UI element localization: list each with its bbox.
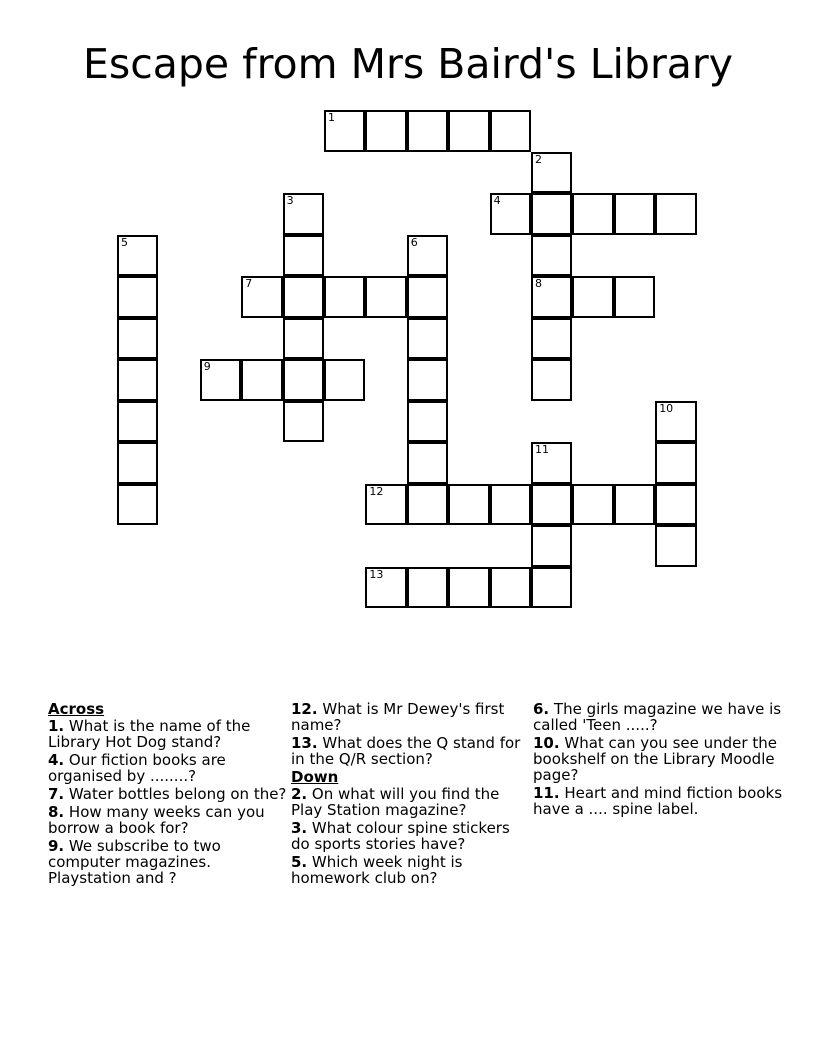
clue-number: 8. xyxy=(48,803,65,821)
grid-cell[interactable] xyxy=(407,567,448,609)
clue-text: Which week night is homework club on? xyxy=(291,853,463,887)
grid-cell[interactable] xyxy=(407,442,448,484)
clue-number: 1. xyxy=(48,717,65,735)
grid-cell[interactable] xyxy=(200,359,241,401)
clues-column-2 xyxy=(291,701,531,888)
cell-number: 4 xyxy=(493,194,501,207)
clue-text: Our fiction books are organised by ........? xyxy=(48,751,226,785)
clue-text: How many weeks can you borrow a book for? xyxy=(48,803,265,837)
clue-text: What does the Q stand for in the Q/R section? xyxy=(291,734,521,768)
clue-text: What is Mr Dewey's first name? xyxy=(291,700,505,734)
clue-text: What is the name of the Library Hot Dog stand? xyxy=(48,717,251,751)
clue xyxy=(48,804,288,836)
grid-cell[interactable] xyxy=(490,484,531,526)
grid-cell[interactable] xyxy=(283,318,324,360)
grid-cell[interactable] xyxy=(655,401,696,443)
grid-cell[interactable] xyxy=(324,359,365,401)
cell-number: 3 xyxy=(286,194,294,207)
grid-cell[interactable] xyxy=(614,276,655,318)
grid-cell[interactable] xyxy=(117,318,158,360)
cell-number: 7 xyxy=(245,277,253,290)
clue-number: 9. xyxy=(48,837,65,855)
grid-cell[interactable] xyxy=(117,442,158,484)
cell-number: 6 xyxy=(410,235,418,249)
clue-text: Water bottles belong on the? xyxy=(68,785,287,803)
clue-number: 10. xyxy=(533,734,560,752)
grid-cell[interactable] xyxy=(490,193,531,235)
grid-cell[interactable] xyxy=(283,193,324,235)
grid-cell[interactable] xyxy=(407,235,448,277)
clue-number: 5. xyxy=(291,853,308,871)
grid-cell[interactable] xyxy=(655,442,696,484)
across-heading: Across xyxy=(48,700,105,718)
grid-cell[interactable] xyxy=(531,276,572,318)
grid-cell[interactable] xyxy=(531,442,572,484)
grid-cell[interactable] xyxy=(117,235,158,277)
clue-number: 7. xyxy=(48,785,65,803)
grid-cell[interactable] xyxy=(531,484,572,526)
cell-number: 5 xyxy=(121,235,128,249)
grid-cell[interactable] xyxy=(448,567,489,609)
grid-cell[interactable] xyxy=(117,484,158,526)
grid-cell[interactable] xyxy=(365,276,406,318)
grid-cell[interactable] xyxy=(365,110,406,152)
grid-cell[interactable] xyxy=(531,525,572,567)
grid-cell[interactable] xyxy=(614,193,655,235)
clue-number: 2. xyxy=(291,785,308,803)
clue-text: On what will you find the Play Station magazine? xyxy=(291,785,500,819)
clue-number: 4. xyxy=(48,751,65,769)
grid-cell[interactable] xyxy=(655,525,696,567)
grid-cell[interactable] xyxy=(655,193,696,235)
puzzle-title: Escape from Mrs Baird's Library xyxy=(82,40,734,88)
clue xyxy=(48,718,288,750)
grid-cell[interactable] xyxy=(572,484,613,526)
grid-cell[interactable] xyxy=(241,359,282,401)
clue xyxy=(291,786,531,818)
clue xyxy=(48,786,288,802)
grid-cell[interactable] xyxy=(531,152,572,194)
grid-cell[interactable] xyxy=(407,110,448,152)
grid-cell[interactable] xyxy=(572,193,613,235)
clue xyxy=(291,701,531,733)
cell-number: 2 xyxy=(535,152,542,166)
grid-cell[interactable] xyxy=(614,484,655,526)
grid-cell[interactable] xyxy=(531,193,572,235)
grid-cell[interactable] xyxy=(407,276,448,318)
grid-cell[interactable] xyxy=(531,567,572,609)
grid-cell[interactable] xyxy=(407,401,448,443)
grid-cell[interactable] xyxy=(531,359,572,401)
grid-cell[interactable] xyxy=(117,401,158,443)
cell-number: 1 xyxy=(328,111,335,124)
cell-number: 13 xyxy=(369,567,384,581)
down-heading: Down xyxy=(291,768,339,786)
grid-cell[interactable] xyxy=(407,359,448,401)
grid-cell[interactable] xyxy=(448,110,489,152)
clues-column-1 xyxy=(48,701,288,888)
grid-cell[interactable] xyxy=(324,110,365,152)
grid-cell[interactable] xyxy=(241,276,282,318)
clue xyxy=(48,838,288,886)
grid-cell[interactable] xyxy=(283,276,324,318)
clue xyxy=(291,820,531,852)
clue-number: 13. xyxy=(291,734,318,752)
clue-text: What colour spine stickers do sports stories have? xyxy=(291,819,510,853)
clue-number: 6. xyxy=(533,700,550,718)
grid-cell[interactable] xyxy=(283,359,324,401)
clue-number: 3. xyxy=(291,819,308,837)
grid-cell[interactable] xyxy=(531,318,572,360)
clue-text: What can you see under the bookshelf on the Library Moodle page? xyxy=(533,734,777,784)
cell-number: 12 xyxy=(369,484,384,498)
clue xyxy=(533,785,783,817)
grid-cell[interactable] xyxy=(117,276,158,318)
cell-number: 9 xyxy=(203,360,211,373)
clue-text: Heart and mind fiction books have a .... spine label. xyxy=(533,784,783,818)
grid-cell[interactable] xyxy=(407,484,448,526)
grid-cell[interactable] xyxy=(324,276,365,318)
grid-cell[interactable] xyxy=(365,484,406,526)
grid-cell[interactable] xyxy=(283,401,324,443)
clue xyxy=(533,701,783,733)
grid-cell[interactable] xyxy=(448,484,489,526)
clue-text: We subscribe to two computer magazines. Playstation and ? xyxy=(48,837,221,887)
grid-cell[interactable] xyxy=(490,567,531,609)
grid-cell[interactable] xyxy=(531,235,572,277)
cell-number: 10 xyxy=(659,401,674,415)
clue xyxy=(533,735,783,783)
clue-number: 11. xyxy=(533,784,560,802)
clue xyxy=(291,854,531,886)
grid-cell[interactable] xyxy=(283,235,324,277)
grid-cell[interactable] xyxy=(407,318,448,360)
clues-column-3 xyxy=(533,701,783,819)
grid-cell[interactable] xyxy=(655,484,696,526)
cell-number: 11 xyxy=(535,443,549,456)
clue-number: 12. xyxy=(291,700,318,718)
grid-cell[interactable] xyxy=(365,567,406,609)
grid-cell[interactable] xyxy=(117,359,158,401)
grid-cell[interactable] xyxy=(572,276,613,318)
clue xyxy=(48,752,288,784)
clue xyxy=(291,735,531,767)
clue-text: The girls magazine we have is called 'Teen .....? xyxy=(533,700,782,734)
grid-cell[interactable] xyxy=(490,110,531,152)
cell-number: 8 xyxy=(535,277,542,290)
